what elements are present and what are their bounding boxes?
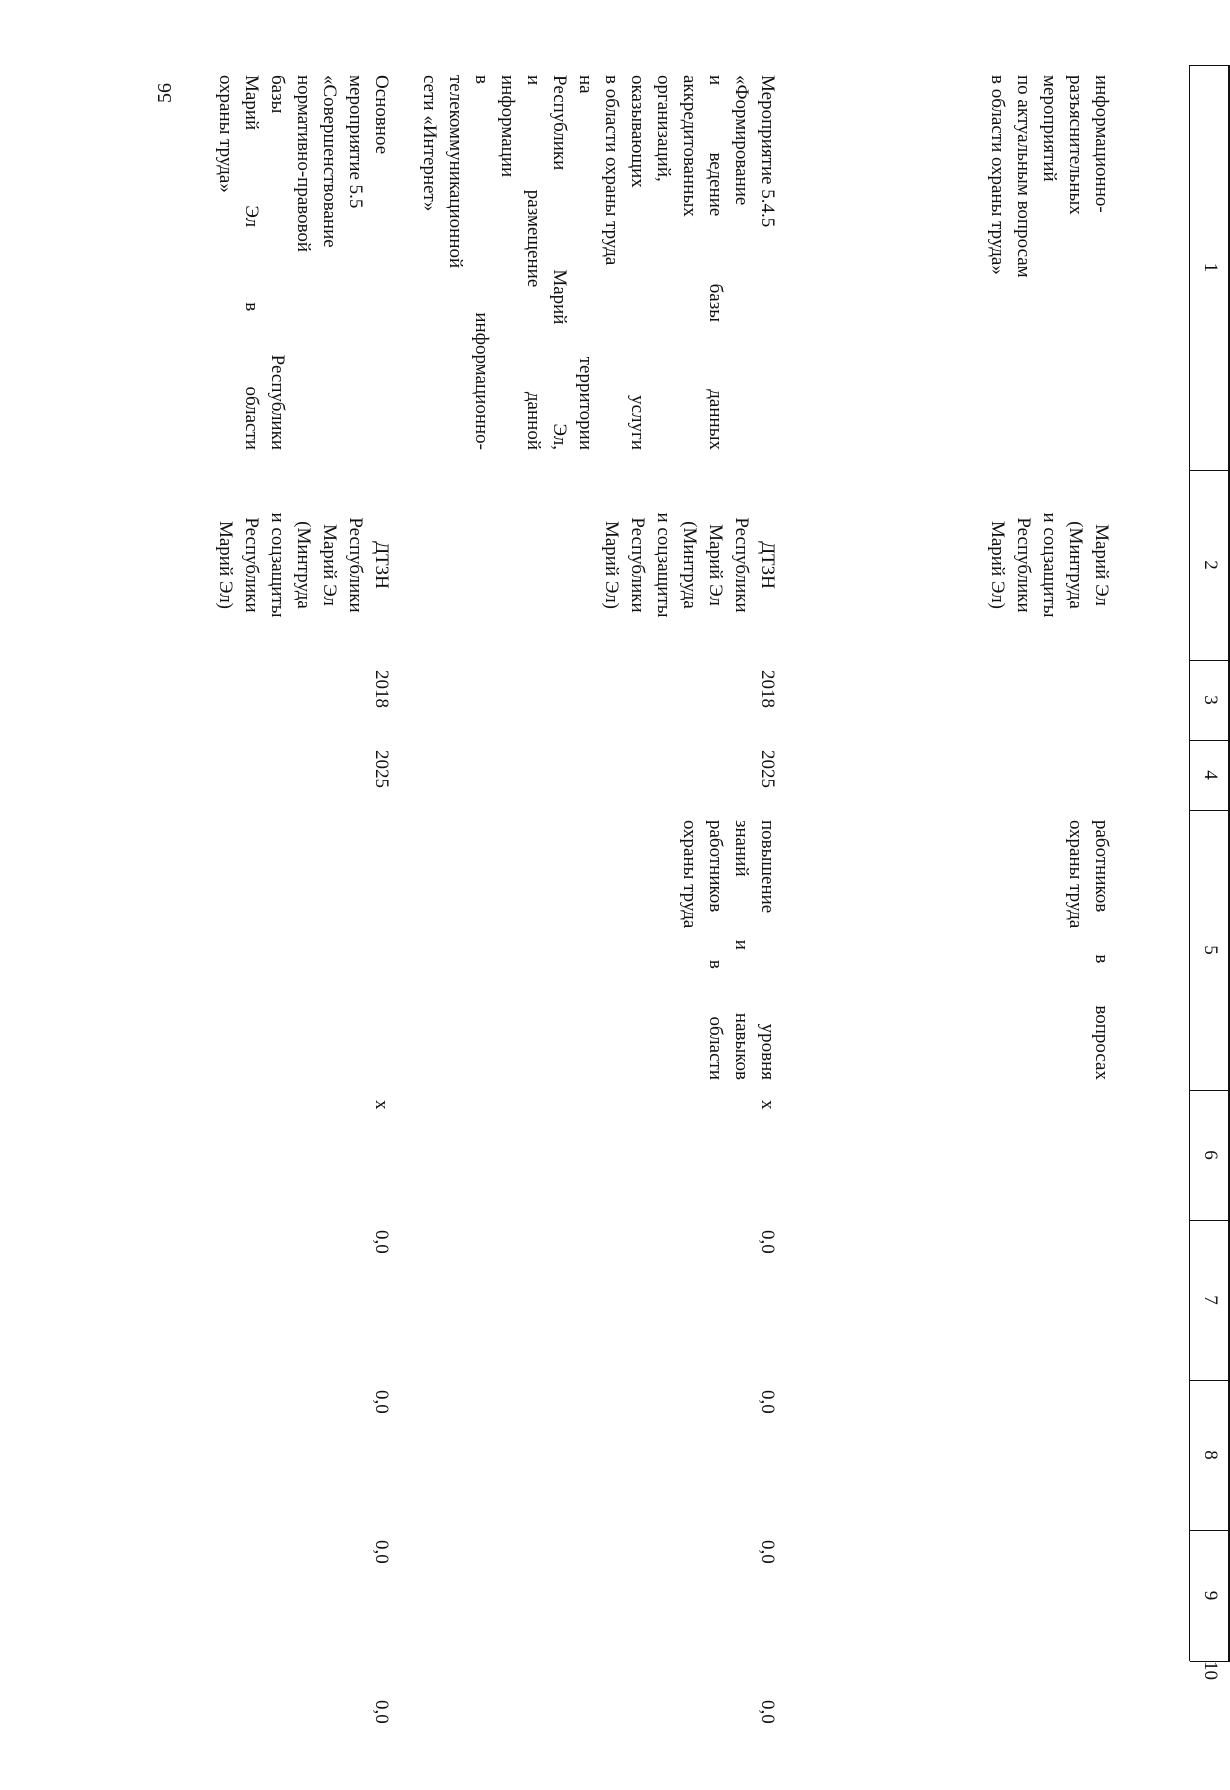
column-number-3: 3 bbox=[1200, 695, 1221, 705]
word: ведение bbox=[705, 152, 726, 217]
cell-r2-c3 bbox=[754, 670, 780, 730]
word: услуги bbox=[627, 395, 648, 450]
executor-text-line: Марий Эл) bbox=[987, 520, 1008, 609]
cell-r2-c2 bbox=[598, 480, 780, 650]
word: базы bbox=[267, 75, 288, 114]
result-text-line bbox=[676, 820, 702, 1080]
event-text-line bbox=[624, 75, 650, 450]
cell-r3-c10 bbox=[368, 1700, 394, 1790]
column-number-6: 6 bbox=[1200, 1150, 1221, 1160]
cell-value: 2018 bbox=[371, 670, 392, 708]
event-text-line bbox=[572, 75, 598, 450]
result-text-line bbox=[1062, 820, 1088, 1080]
column-number-8: 8 bbox=[1200, 1450, 1221, 1460]
executor-text-line: и соцзащиты bbox=[1039, 512, 1060, 618]
cell-r2-c7 bbox=[754, 1230, 780, 1370]
word: и bbox=[705, 75, 726, 86]
word: «Формирование bbox=[731, 75, 752, 206]
executor-text-line: Марий Эл) bbox=[601, 520, 622, 609]
cell-r1-c2 bbox=[984, 480, 1114, 650]
executor-text-line: (Минтруда bbox=[679, 521, 700, 609]
word: работников bbox=[705, 820, 726, 913]
event-text-line bbox=[598, 75, 624, 450]
event-text-line bbox=[290, 75, 316, 450]
cell-r2-c5 bbox=[676, 820, 780, 1080]
event-text-line bbox=[238, 75, 264, 450]
executor-text-line: Марий Эл) bbox=[215, 520, 236, 609]
executor-text-line: и соцзащиты bbox=[653, 512, 674, 618]
event-text-line bbox=[316, 75, 342, 450]
word: и bbox=[731, 939, 752, 950]
cell-value: 0,0 bbox=[757, 1230, 778, 1254]
word: области bbox=[705, 1016, 726, 1080]
executor-text-line: Марий Эл bbox=[705, 524, 726, 606]
event-text-line bbox=[702, 75, 728, 450]
executor-text-line: Марий Эл bbox=[319, 524, 340, 606]
event-text-line bbox=[416, 75, 442, 450]
word: на bbox=[575, 75, 596, 94]
cell-r2-c8 bbox=[754, 1390, 780, 1520]
cell-r2-c6 bbox=[754, 1100, 780, 1210]
word: уровня bbox=[757, 1023, 778, 1080]
word: данной bbox=[523, 391, 544, 450]
result-text-line bbox=[754, 820, 780, 1080]
event-text-line bbox=[984, 75, 1010, 450]
word: Эл, bbox=[549, 423, 570, 450]
result-text-line bbox=[1088, 820, 1114, 1080]
header-bottom-rule bbox=[1189, 65, 1190, 1661]
event-text-line bbox=[1062, 75, 1088, 450]
result-text-line bbox=[728, 820, 754, 1080]
word: мероприятий bbox=[1039, 75, 1060, 182]
word: охраны труда» bbox=[215, 75, 236, 193]
word: информации bbox=[497, 75, 518, 178]
column-number-2: 2 bbox=[1200, 560, 1221, 570]
word: Основное bbox=[371, 75, 392, 155]
column-number-7: 7 bbox=[1200, 1295, 1221, 1305]
cell-value: 0,0 bbox=[371, 1390, 392, 1414]
word: «Совершенствование bbox=[319, 75, 340, 248]
event-text-line bbox=[754, 75, 780, 450]
word: мероприятие 5.5 bbox=[345, 75, 366, 209]
word: охраны труда bbox=[679, 820, 700, 929]
word: в bbox=[241, 302, 262, 312]
word: размещение bbox=[523, 189, 544, 288]
word: оказывающих bbox=[627, 75, 648, 188]
word: организаций, bbox=[653, 75, 674, 182]
cell-value: 0,0 bbox=[371, 1540, 392, 1564]
word: аккредитованных bbox=[679, 75, 700, 217]
executor-text-line: ДТЗН bbox=[371, 541, 392, 589]
cell-r3-c7 bbox=[368, 1230, 394, 1370]
event-text-line bbox=[520, 75, 546, 450]
cell-value: x bbox=[371, 1100, 392, 1110]
word: информационно- bbox=[471, 312, 492, 450]
word: повышение bbox=[757, 820, 778, 914]
executor-text-line: Марий Эл bbox=[1091, 524, 1112, 606]
word: и bbox=[523, 75, 544, 86]
word: знаний bbox=[731, 820, 752, 877]
event-text-line bbox=[1010, 75, 1036, 450]
page-number: 56 bbox=[154, 83, 176, 103]
event-text-line bbox=[676, 75, 702, 450]
word: территории bbox=[575, 356, 596, 450]
event-text-line bbox=[494, 75, 520, 450]
word: в bbox=[705, 959, 726, 969]
cell-r2-c9 bbox=[754, 1540, 780, 1680]
word: Республики bbox=[267, 354, 288, 450]
executor-text-line: (Минтруда bbox=[1065, 521, 1086, 609]
executor-text-line: ДТЗН bbox=[757, 541, 778, 589]
executor-text-line: Республики bbox=[345, 517, 366, 613]
cell-r3-c9 bbox=[368, 1540, 394, 1680]
event-text-line bbox=[212, 75, 238, 450]
word: информационно- bbox=[1091, 75, 1112, 213]
cell-value: 2018 bbox=[757, 670, 778, 708]
event-text-line bbox=[442, 75, 468, 450]
cell-value: 0,0 bbox=[371, 1700, 392, 1724]
word: разъяснительных bbox=[1065, 75, 1086, 215]
result-text-line bbox=[702, 820, 728, 1080]
executor-text-line: Республики bbox=[731, 517, 752, 613]
executor-text-line: (Минтруда bbox=[293, 521, 314, 609]
rotated-table: 1 2 3 4 5 6 7 8 9 10 информационно- разъяснительных мероприятий по актуальным вопросам в области охраны труда» Марий Эл (Минтруда и соцзащиты Республики Марий Эл) работников в вопросах охраны труда Мероприятие 5.4.5 «Формирование и ведение базы данных аккредитованных организаций, оказывающих услуги в области охраны труда на территории Республики Марий Эл, и размещение данной информации в информационно- телекоммуникационной сети «Интернет» ДТЗН Республики Марий Эл (Минтруда и соцзащиты Республики Марий Эл) 2018 2025 повышение уровня знаний и навыков работников в области охраны труда x 0,0 0,0 0,0 0,0 Основное мероприятие 5.5 «Совершенствование нормативно-правовой базы Республики Марий Эл в области охраны труда» ДТЗН Республики Марий Эл (Минтруда и соцзащиты Республики Марий Эл) 2018 2025 x 0,0 0,0 0,0 0,0 bbox=[0, 0, 1230, 1700]
cell-r3-c4 bbox=[368, 750, 394, 800]
word: навыков bbox=[731, 1012, 752, 1080]
cell-r3-c8 bbox=[368, 1390, 394, 1520]
event-text-line bbox=[264, 75, 290, 450]
cell-r2-c10 bbox=[754, 1700, 780, 1790]
event-text-line bbox=[1088, 75, 1114, 450]
word: в bbox=[1091, 954, 1112, 964]
event-text-line bbox=[368, 75, 394, 450]
column-number-5: 5 bbox=[1200, 945, 1221, 955]
event-text-line bbox=[546, 75, 572, 450]
word: в области охраны труда bbox=[601, 75, 622, 266]
cell-r3-c2 bbox=[212, 480, 394, 650]
word: в области охраны труда» bbox=[987, 75, 1008, 275]
cell-r3-c6 bbox=[368, 1100, 394, 1210]
word: нормативно-правовой bbox=[293, 75, 314, 253]
cell-value: 0,0 bbox=[371, 1230, 392, 1254]
word: работников bbox=[1091, 820, 1112, 913]
cell-value: 2025 bbox=[371, 750, 392, 788]
executor-text-line: Республики bbox=[241, 517, 262, 613]
word: по актуальным вопросам bbox=[1013, 75, 1034, 278]
word: вопросах bbox=[1091, 1005, 1112, 1080]
executor-text-line: Республики bbox=[627, 517, 648, 613]
cell-r1-c1 bbox=[984, 75, 1114, 450]
event-text-line bbox=[342, 75, 368, 450]
word: Марий bbox=[549, 269, 570, 325]
cell-r3-c3 bbox=[368, 670, 394, 730]
event-text-line bbox=[468, 75, 494, 450]
cell-value: 0,0 bbox=[757, 1390, 778, 1414]
column-number-4: 4 bbox=[1200, 770, 1221, 780]
cell-r3-c1 bbox=[212, 75, 394, 450]
word: Эл bbox=[241, 205, 262, 228]
word: Мероприятие 5.4.5 bbox=[757, 75, 778, 228]
word: области bbox=[241, 386, 262, 450]
word: Республики bbox=[549, 75, 570, 171]
executor-text-line: Республики bbox=[1013, 517, 1034, 613]
word: телекоммуникационной bbox=[445, 75, 466, 269]
cell-value: x bbox=[757, 1100, 778, 1110]
word: сети «Интернет» bbox=[419, 75, 440, 212]
cell-value: 0,0 bbox=[757, 1700, 778, 1724]
word: базы bbox=[705, 283, 726, 322]
column-number-1: 1 bbox=[1200, 262, 1221, 273]
word: охраны труда bbox=[1065, 820, 1086, 929]
cell-r2-c1 bbox=[416, 75, 780, 450]
word: в bbox=[471, 75, 492, 84]
word: данных bbox=[705, 389, 726, 450]
cell-value: 2025 bbox=[757, 750, 778, 788]
cell-r2-c4 bbox=[754, 750, 780, 800]
executor-text-line: и соцзащиты bbox=[267, 512, 288, 618]
cell-r1-c5 bbox=[1062, 820, 1114, 1080]
event-text-line bbox=[1036, 75, 1062, 450]
event-text-line bbox=[728, 75, 754, 450]
column-number-9: 9 bbox=[1200, 1590, 1221, 1601]
word: Марий bbox=[241, 75, 262, 131]
event-text-line bbox=[650, 75, 676, 450]
cell-value: 0,0 bbox=[757, 1540, 778, 1564]
